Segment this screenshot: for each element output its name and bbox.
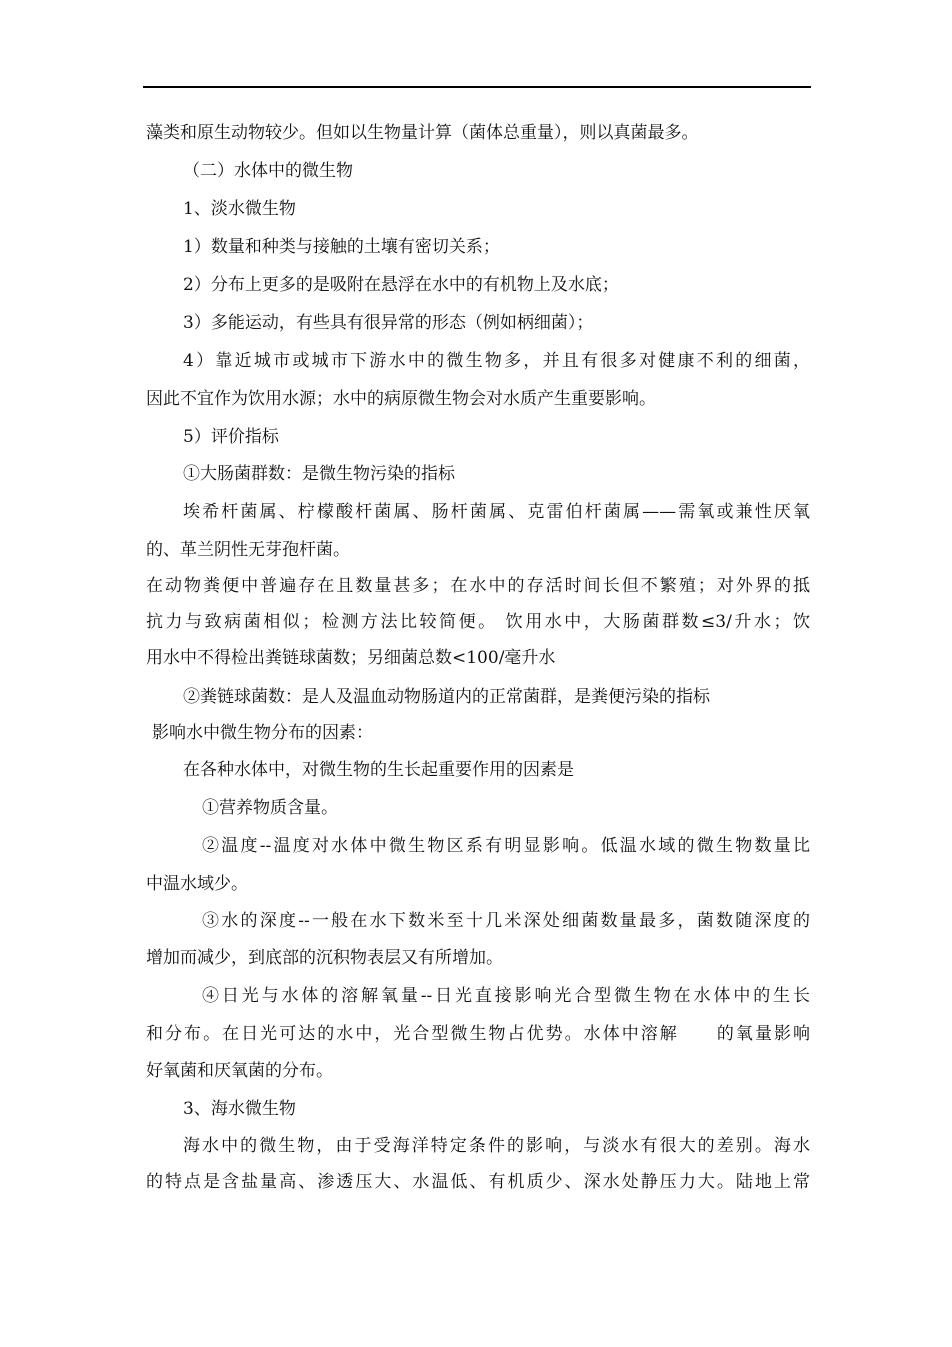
text-line: 好氧菌和厌氧菌的分布。 — [146, 1061, 333, 1081]
text-line: 1）数量和种类与接触的土壤有密切关系； — [183, 237, 500, 257]
text-line: 抗力与致病菌相似；检测方法比较简便。 饮用水中，大肠菌群数≤3/升水；饮 — [146, 612, 810, 632]
text-line: 的、革兰阴性无芽孢杆菌。 — [146, 540, 350, 560]
text-line: 中温水域少。 — [146, 874, 248, 894]
text-line: 在动物粪便中普遍存在且数量甚多；在水中的存活时间长但不繁殖；对外界的抵 — [146, 576, 810, 596]
text-line: 藻类和原生动物较少。但如以生物量计算（菌体总重量），则以真菌最多。 — [146, 123, 699, 143]
text-line: 因此不宜作为饮用水源；水中的病原微生物会对水质产生重要影响。 — [146, 389, 656, 409]
text-line: ③水的深度--一般在水下数米至十几米深处细菌数量最多，菌数随深度的 — [202, 911, 810, 931]
text-line: 3）多能运动，有些具有很异常的形态（例如柄细菌）； — [183, 313, 594, 333]
text-line: 增加而减少，到底部的沉积物表层又有所增加。 — [146, 948, 503, 968]
text-line: ①营养物质含量。 — [202, 798, 338, 818]
text-line: ④日光与水体的溶解氧量--日光直接影响光合型微生物在水体中的生长 — [202, 986, 810, 1006]
text-line: 海水中的微生物，由于受海洋特定条件的影响，与淡水有很大的差别。海水 — [183, 1136, 810, 1156]
text-line: ②粪链球菌数：是人及温血动物肠道内的正常菌群，是粪便污染的指标 — [183, 687, 710, 707]
text-line: 5）评价指标 — [183, 427, 279, 447]
text-line: 影响水中微生物分布的因素： — [152, 723, 373, 743]
text-line: 2）分布上更多的是吸附在悬浮在水中的有机物上及水底； — [183, 275, 619, 295]
text-line: ①大肠菌群数：是微生物污染的指标 — [183, 464, 455, 484]
text-line: 用水中不得检出粪链球菌数；另细菌总数<100/毫升水 — [146, 648, 556, 668]
header-rule — [143, 86, 811, 88]
subsection-heading: 1、淡水微生物 — [183, 199, 296, 219]
subsection-heading: 3、海水微生物 — [183, 1099, 296, 1119]
text-line: 的特点是含盐量高、渗透压大、水温低、有机质少、深水处静压力大。陆地上常 — [146, 1172, 810, 1192]
section-heading: （二）水体中的微生物 — [183, 161, 353, 181]
text-line: 在各种水体中，对微生物的生长起重要作用的因素是 — [183, 760, 574, 780]
text-line: ②温度--温度对水体中微生物区系有明显影响。低温水域的微生物数量比 — [202, 836, 810, 856]
text-line: 4）靠近城市或城市下游水中的微生物多，并且有很多对健康不利的细菌， — [183, 351, 810, 371]
text-line: 和分布。在日光可达的水中，光合型微生物占优势。水体中溶解 的氧量影响 — [146, 1024, 810, 1044]
text-line: 埃希杆菌属、柠檬酸杆菌属、肠杆菌属、克雷伯杆菌属——需氧或兼性厌氧 — [183, 502, 810, 522]
